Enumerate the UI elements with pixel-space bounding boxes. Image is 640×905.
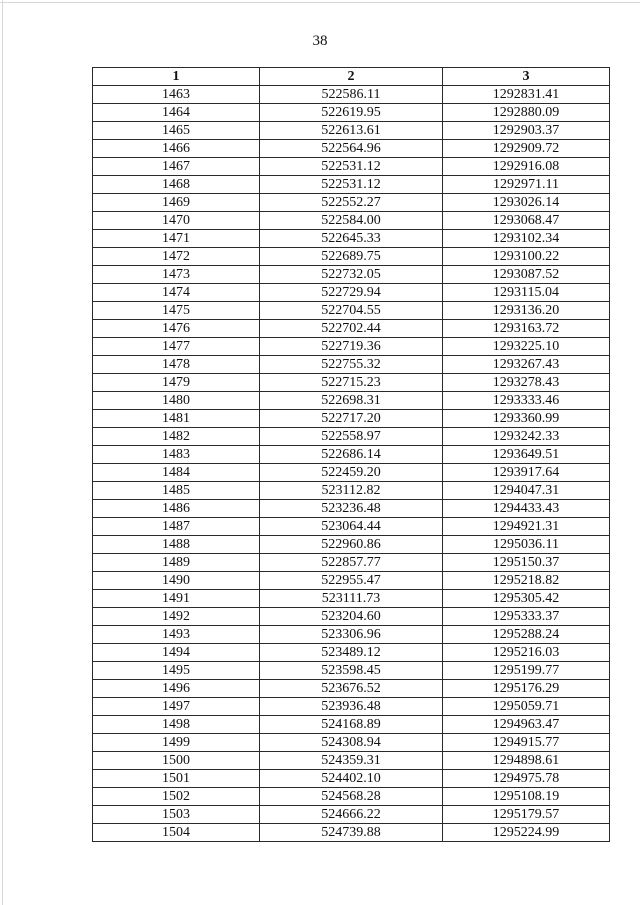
point-number-cell: 1479: [93, 374, 260, 392]
table-row: [93, 248, 610, 266]
table-row: [93, 176, 610, 194]
y-coordinate-cell: 1293115.04: [443, 284, 610, 302]
table-row: [93, 608, 610, 626]
table-row: [93, 698, 610, 716]
x-coordinate-cell: 522564.96: [260, 140, 443, 158]
point-number-cell: 1466: [93, 140, 260, 158]
x-coordinate-cell: 522702.44: [260, 320, 443, 338]
y-coordinate-cell: 1294898.61: [443, 752, 610, 770]
x-coordinate-cell: 522558.97: [260, 428, 443, 446]
y-coordinate-cell: 1295333.37: [443, 608, 610, 626]
table-header-row: [93, 68, 610, 86]
table-row: [93, 662, 610, 680]
x-coordinate-cell: 523489.12: [260, 644, 443, 662]
x-coordinate-cell: 522704.55: [260, 302, 443, 320]
x-coordinate-cell: 522729.94: [260, 284, 443, 302]
coordinates-table: [92, 67, 610, 842]
y-coordinate-cell: 1295224.99: [443, 824, 610, 842]
y-coordinate-cell: 1295036.11: [443, 536, 610, 554]
y-coordinate-cell: 1292971.11: [443, 176, 610, 194]
table-row: [93, 482, 610, 500]
table-row: [93, 266, 610, 284]
y-coordinate-cell: 1293649.51: [443, 446, 610, 464]
y-coordinate-cell: 1293333.46: [443, 392, 610, 410]
y-coordinate-cell: 1293267.43: [443, 356, 610, 374]
x-coordinate-cell: 524568.28: [260, 788, 443, 806]
x-coordinate-cell: 522960.86: [260, 536, 443, 554]
y-coordinate-cell: 1292880.09: [443, 104, 610, 122]
y-coordinate-cell: 1295288.24: [443, 626, 610, 644]
x-coordinate-cell: 522686.14: [260, 446, 443, 464]
x-coordinate-cell: 522717.20: [260, 410, 443, 428]
x-coordinate-cell: 522732.05: [260, 266, 443, 284]
point-number-cell: 1493: [93, 626, 260, 644]
point-number-cell: 1497: [93, 698, 260, 716]
point-number-cell: 1504: [93, 824, 260, 842]
y-coordinate-cell: 1294915.77: [443, 734, 610, 752]
table-row: [93, 536, 610, 554]
x-coordinate-cell: 522955.47: [260, 572, 443, 590]
table-row: [93, 284, 610, 302]
table-row: [93, 446, 610, 464]
table-row: [93, 734, 610, 752]
point-number-cell: 1498: [93, 716, 260, 734]
x-coordinate-cell: 522719.36: [260, 338, 443, 356]
point-number-cell: 1495: [93, 662, 260, 680]
y-coordinate-cell: 1295305.42: [443, 590, 610, 608]
x-coordinate-cell: 524666.22: [260, 806, 443, 824]
x-coordinate-cell: 524402.10: [260, 770, 443, 788]
y-coordinate-cell: 1293026.14: [443, 194, 610, 212]
x-coordinate-cell: 522857.77: [260, 554, 443, 572]
table-row: [93, 824, 610, 842]
point-number-cell: 1469: [93, 194, 260, 212]
table-row: [93, 518, 610, 536]
point-number-cell: 1474: [93, 284, 260, 302]
y-coordinate-cell: 1293136.20: [443, 302, 610, 320]
table-row: [93, 590, 610, 608]
y-coordinate-cell: 1294047.31: [443, 482, 610, 500]
table-row: [93, 644, 610, 662]
point-number-cell: 1494: [93, 644, 260, 662]
x-coordinate-cell: 522531.12: [260, 176, 443, 194]
y-coordinate-cell: 1293163.72: [443, 320, 610, 338]
x-coordinate-cell: 523676.52: [260, 680, 443, 698]
x-coordinate-cell: 522619.95: [260, 104, 443, 122]
x-coordinate-cell: 522645.33: [260, 230, 443, 248]
x-coordinate-cell: 523204.60: [260, 608, 443, 626]
point-number-cell: 1490: [93, 572, 260, 590]
point-number-cell: 1485: [93, 482, 260, 500]
point-number-cell: 1496: [93, 680, 260, 698]
point-number-cell: 1487: [93, 518, 260, 536]
point-number-cell: 1503: [93, 806, 260, 824]
x-coordinate-cell: 524308.94: [260, 734, 443, 752]
table-row: [93, 464, 610, 482]
x-coordinate-cell: 523936.48: [260, 698, 443, 716]
table-row: [93, 716, 610, 734]
table-row: [93, 158, 610, 176]
table-row: [93, 212, 610, 230]
table-row: [93, 770, 610, 788]
scan-edge-top: [0, 2, 640, 3]
y-coordinate-cell: 1293068.47: [443, 212, 610, 230]
scan-edge-left: [2, 0, 3, 905]
column-header-1: 1: [93, 68, 260, 86]
x-coordinate-cell: 522613.61: [260, 122, 443, 140]
point-number-cell: 1499: [93, 734, 260, 752]
y-coordinate-cell: 1295108.19: [443, 788, 610, 806]
table-row: [93, 500, 610, 518]
x-coordinate-cell: 522531.12: [260, 158, 443, 176]
x-coordinate-cell: 523064.44: [260, 518, 443, 536]
y-coordinate-cell: 1295059.71: [443, 698, 610, 716]
point-number-cell: 1483: [93, 446, 260, 464]
column-header-2: 2: [260, 68, 443, 86]
table-row: [93, 302, 610, 320]
point-number-cell: 1464: [93, 104, 260, 122]
y-coordinate-cell: 1294963.47: [443, 716, 610, 734]
x-coordinate-cell: 524739.88: [260, 824, 443, 842]
table-row: [93, 320, 610, 338]
x-coordinate-cell: 523236.48: [260, 500, 443, 518]
x-coordinate-cell: 523598.45: [260, 662, 443, 680]
table-row: [93, 806, 610, 824]
table-row: [93, 626, 610, 644]
x-coordinate-cell: 523111.73: [260, 590, 443, 608]
table-row: [93, 410, 610, 428]
point-number-cell: 1492: [93, 608, 260, 626]
x-coordinate-cell: 522698.31: [260, 392, 443, 410]
point-number-cell: 1484: [93, 464, 260, 482]
y-coordinate-cell: 1293360.99: [443, 410, 610, 428]
point-number-cell: 1482: [93, 428, 260, 446]
y-coordinate-cell: 1295218.82: [443, 572, 610, 590]
point-number-cell: 1473: [93, 266, 260, 284]
table-row: [93, 122, 610, 140]
table-row: [93, 752, 610, 770]
x-coordinate-cell: 522689.75: [260, 248, 443, 266]
x-coordinate-cell: 522552.27: [260, 194, 443, 212]
point-number-cell: 1502: [93, 788, 260, 806]
y-coordinate-cell: 1293278.43: [443, 374, 610, 392]
point-number-cell: 1475: [93, 302, 260, 320]
table-row: [93, 428, 610, 446]
y-coordinate-cell: 1295199.77: [443, 662, 610, 680]
y-coordinate-cell: 1292831.41: [443, 86, 610, 104]
x-coordinate-cell: 523112.82: [260, 482, 443, 500]
x-coordinate-cell: 523306.96: [260, 626, 443, 644]
point-number-cell: 1501: [93, 770, 260, 788]
x-coordinate-cell: 522584.00: [260, 212, 443, 230]
table-row: [93, 572, 610, 590]
y-coordinate-cell: 1295176.29: [443, 680, 610, 698]
point-number-cell: 1476: [93, 320, 260, 338]
table-row: [93, 140, 610, 158]
x-coordinate-cell: 522755.32: [260, 356, 443, 374]
y-coordinate-cell: 1294433.43: [443, 500, 610, 518]
point-number-cell: 1478: [93, 356, 260, 374]
point-number-cell: 1471: [93, 230, 260, 248]
point-number-cell: 1481: [93, 410, 260, 428]
y-coordinate-cell: 1295150.37: [443, 554, 610, 572]
x-coordinate-cell: 522586.11: [260, 86, 443, 104]
point-number-cell: 1486: [93, 500, 260, 518]
y-coordinate-cell: 1293917.64: [443, 464, 610, 482]
point-number-cell: 1465: [93, 122, 260, 140]
x-coordinate-cell: 522715.23: [260, 374, 443, 392]
y-coordinate-cell: 1293100.22: [443, 248, 610, 266]
point-number-cell: 1468: [93, 176, 260, 194]
table-row: [93, 104, 610, 122]
table-row: [93, 86, 610, 104]
y-coordinate-cell: 1293102.34: [443, 230, 610, 248]
y-coordinate-cell: 1293242.33: [443, 428, 610, 446]
column-header-3: 3: [443, 68, 610, 86]
y-coordinate-cell: 1293225.10: [443, 338, 610, 356]
point-number-cell: 1480: [93, 392, 260, 410]
point-number-cell: 1477: [93, 338, 260, 356]
y-coordinate-cell: 1294921.31: [443, 518, 610, 536]
table-row: [93, 230, 610, 248]
table-row: [93, 680, 610, 698]
y-coordinate-cell: 1294975.78: [443, 770, 610, 788]
point-number-cell: 1500: [93, 752, 260, 770]
table-row: [93, 356, 610, 374]
x-coordinate-cell: 522459.20: [260, 464, 443, 482]
point-number-cell: 1472: [93, 248, 260, 266]
table-row: [93, 338, 610, 356]
point-number-cell: 1463: [93, 86, 260, 104]
table-row: [93, 374, 610, 392]
y-coordinate-cell: 1295216.03: [443, 644, 610, 662]
table-body: [93, 86, 610, 842]
y-coordinate-cell: 1293087.52: [443, 266, 610, 284]
point-number-cell: 1470: [93, 212, 260, 230]
y-coordinate-cell: 1292916.08: [443, 158, 610, 176]
x-coordinate-cell: 524168.89: [260, 716, 443, 734]
point-number-cell: 1488: [93, 536, 260, 554]
y-coordinate-cell: 1295179.57: [443, 806, 610, 824]
table-row: [93, 392, 610, 410]
point-number-cell: 1489: [93, 554, 260, 572]
table-row: [93, 554, 610, 572]
y-coordinate-cell: 1292903.37: [443, 122, 610, 140]
point-number-cell: 1491: [93, 590, 260, 608]
table-row: [93, 194, 610, 212]
y-coordinate-cell: 1292909.72: [443, 140, 610, 158]
table-row: [93, 788, 610, 806]
point-number-cell: 1467: [93, 158, 260, 176]
x-coordinate-cell: 524359.31: [260, 752, 443, 770]
page-number: 38: [312, 33, 328, 49]
